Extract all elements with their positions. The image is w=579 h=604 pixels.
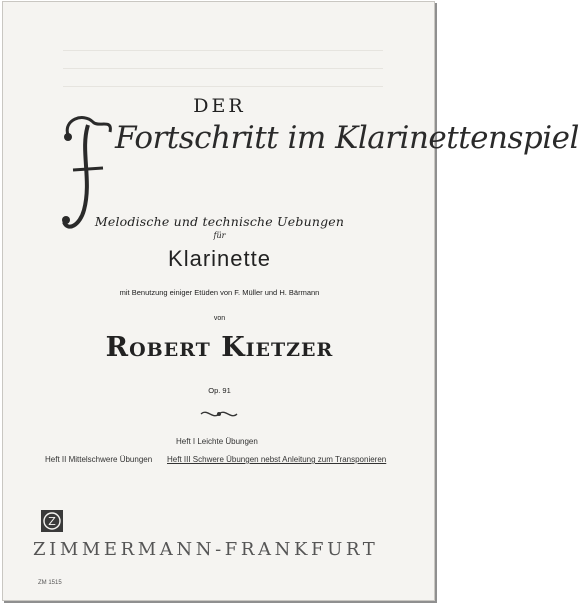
- main-title: Fortschritt im Klarinettenspiel: [115, 120, 579, 156]
- etuden-note: mit Benutzung einiger Etüden von F. Müller und H. Bärmann: [119, 288, 320, 297]
- title-block: [3, 110, 579, 250]
- instrument-name: Klarinette: [168, 246, 271, 271]
- publisher-name: ZIMMERMANN-FRANKFURT: [33, 539, 379, 560]
- for-label: für: [213, 231, 226, 240]
- vine-ornament-icon: [199, 407, 239, 421]
- heft-2: Heft II Mittelschwere Übungen: [45, 455, 153, 464]
- catalog-code: ZM 1515: [38, 580, 62, 586]
- composer-name: Robert Kietzer: [105, 332, 334, 363]
- heft-1: Heft I Leichte Übungen: [176, 437, 258, 446]
- bleed-through-line: [63, 86, 383, 87]
- heft-3: Heft III Schwere Übungen nebst Anleitung zum Transponieren: [167, 455, 387, 464]
- subtitle: Melodische und technische Uebungen: [94, 214, 345, 229]
- bleed-through-line: [63, 68, 383, 69]
- opus-number: Op. 91: [208, 386, 231, 395]
- logo-mark: Z: [48, 515, 56, 528]
- title-article: DER: [193, 95, 246, 117]
- bleed-through-line: [63, 50, 383, 51]
- score-cover: [2, 1, 579, 601]
- zimmermann-logo-icon: [41, 510, 63, 532]
- by-label: von: [213, 315, 226, 322]
